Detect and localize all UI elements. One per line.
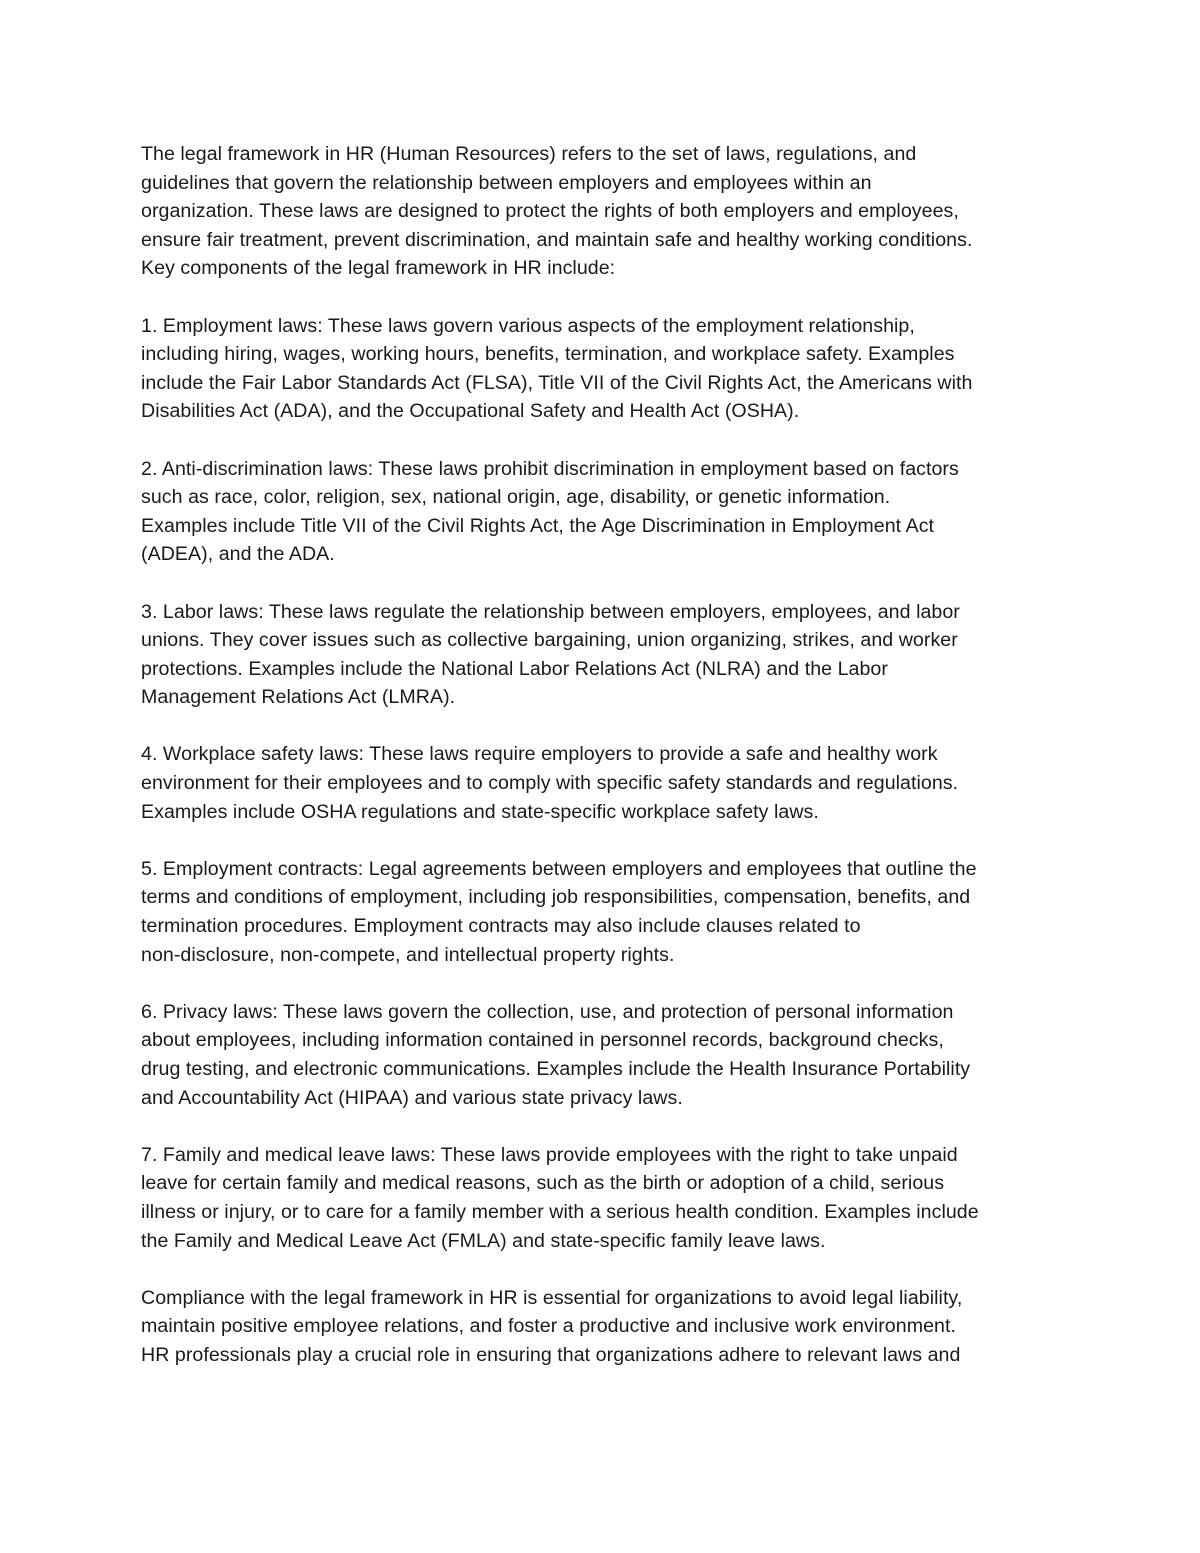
text-line: 3. Labor laws: These laws regulate the relationship between employers, employees, and labor <box>141 600 960 623</box>
text-line: The legal framework in HR (Human Resources) refers to the set of laws, regulations, and <box>141 143 917 165</box>
text-line: such as race, color, religion, sex, national origin, age, disability, or genetic information. <box>141 486 891 509</box>
text-line: illness or injury, or to care for a family member with a serious health condition. Examples include <box>141 1200 979 1223</box>
text-line: Management Relations Act (LMRA). <box>141 686 456 709</box>
text-line: environment for their employees and to comply with specific safety standards and regulations. <box>141 772 959 795</box>
paragraph-4 <box>141 598 1066 712</box>
paragraph-6 <box>141 855 1066 969</box>
text-line: maintain positive employee relations, and foster a productive and inclusive work environment. <box>141 1315 956 1338</box>
paragraph-1 <box>141 140 1066 283</box>
text-line: 6. Privacy laws: These laws govern the collection, use, and protection of personal information <box>141 1000 954 1023</box>
text-line: include the Fair Labor Standards Act (FLSA), Title VII of the Civil Rights Act, the Americans with <box>141 371 973 394</box>
text-line: 4. Workplace safety laws: These laws require employers to provide a safe and healthy work <box>141 743 938 766</box>
text-line: Key components of the legal framework in HR include: <box>141 257 616 280</box>
paragraph-9 <box>141 1284 1066 1370</box>
text-line: about employees, including information contained in personnel records, background checks, <box>141 1029 944 1052</box>
text-line: drug testing, and electronic communications. Examples include the Health Insurance Portability <box>141 1058 971 1080</box>
text-line: protections. Examples include the National Labor Relations Act (NLRA) and the Labor <box>141 657 888 680</box>
paragraph-5 <box>141 740 1066 826</box>
text-line: and Accountability Act (HIPAA) and various state privacy laws. <box>141 1086 683 1109</box>
text-line: 2. Anti-discrimination laws: These laws prohibit discrimination in employment based on factors <box>141 457 959 480</box>
text-line: non-disclosure, non-compete, and intellectual property rights. <box>141 943 675 966</box>
text-line: termination procedures. Employment contracts may also include clauses related to <box>141 915 861 938</box>
text-line: 1. Employment laws: These laws govern various aspects of the employment relationship, <box>141 314 915 337</box>
text-line: guidelines that govern the relationship between employers and employees within an <box>141 171 872 194</box>
text-line: 7. Family and medical leave laws: These laws provide employees with the right to take unpaid <box>141 1143 958 1166</box>
text-line: unions. They cover issues such as collective bargaining, union organizing, strikes, and worker <box>141 629 958 652</box>
paragraph-8 <box>141 1141 1066 1255</box>
text-line: 5. Employment contracts: Legal agreements between employers and employees that outline the <box>141 857 977 880</box>
text-line: organization. These laws are designed to protect the rights of both employers and employees, <box>141 200 959 223</box>
text-line: leave for certain family and medical reasons, such as the birth or adoption of a child, serious <box>141 1172 945 1195</box>
text-line: Examples include OSHA regulations and state-specific workplace safety laws. <box>141 800 819 823</box>
text-line: HR professionals play a crucial role in ensuring that organizations adhere to relevant laws and <box>141 1343 961 1366</box>
paragraph-3 <box>141 455 1066 569</box>
text-line: the Family and Medical Leave Act (FMLA) and state-specific family leave laws. <box>141 1229 826 1252</box>
text-line: Compliance with the legal framework in HR is essential for organizations to avoid legal liability, <box>141 1286 963 1309</box>
text-line: Disabilities Act (ADA), and the Occupational Safety and Health Act (OSHA). <box>141 400 800 423</box>
paragraph-7 <box>141 998 1066 1112</box>
document-body <box>141 140 1066 1398</box>
text-line: Examples include Title VII of the Civil Rights Act, the Age Discrimination in Employment Act <box>141 514 935 537</box>
text-line: ensure fair treatment, prevent discrimination, and maintain safe and healthy working conditions. <box>141 228 973 251</box>
text-line: (ADEA), and the ADA. <box>141 543 335 566</box>
text-line: terms and conditions of employment, including job responsibilities, compensation, benefits, and <box>141 886 971 909</box>
paragraph-2 <box>141 312 1066 426</box>
text-line: including hiring, wages, working hours, benefits, termination, and workplace safety. Examples <box>141 343 955 366</box>
